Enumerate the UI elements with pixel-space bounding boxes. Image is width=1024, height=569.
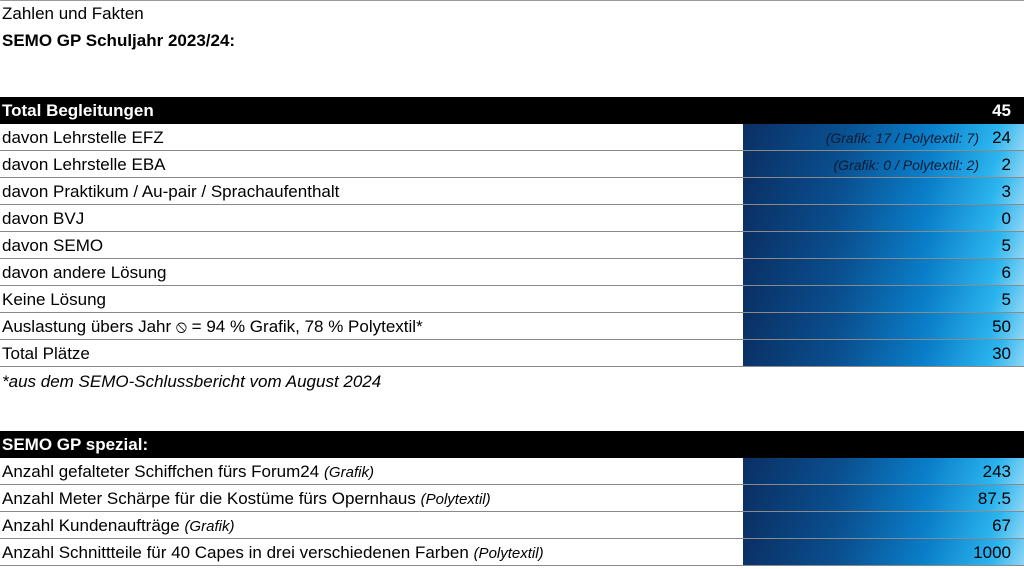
value-cell bbox=[743, 286, 1024, 312]
value-cell bbox=[743, 340, 1024, 366]
row-value: 243 bbox=[982, 462, 1011, 481]
row-label: davon Praktikum / Au-pair / Sprachaufenthalt bbox=[2, 182, 340, 201]
row-value: 50 bbox=[992, 317, 1011, 336]
table-row bbox=[0, 205, 1024, 232]
row-value: 3 bbox=[1001, 182, 1011, 201]
table-row bbox=[0, 313, 1024, 340]
row-label bbox=[2, 489, 491, 510]
row-label-text: Anzahl Kundenaufträge bbox=[2, 516, 180, 535]
row-note: (Grafik: 17 / Polytextil: 7) bbox=[825, 130, 979, 146]
row-tag: (Grafik) bbox=[323, 464, 374, 481]
row-value: 2 bbox=[1001, 155, 1011, 174]
row-label-text: Anzahl Schnittteile für 40 Capes in drei verschiedenen Farben bbox=[2, 543, 469, 562]
value-cell bbox=[743, 259, 1024, 285]
table-row bbox=[0, 539, 1024, 566]
value-cell bbox=[743, 178, 1024, 204]
row-label: Auslastung übers Jahr ⦸ = 94 % Grafik, 78 % Polytextil* bbox=[2, 317, 423, 336]
table-row bbox=[0, 151, 1024, 178]
table-row bbox=[0, 232, 1024, 259]
value-cell bbox=[743, 232, 1024, 258]
row-value: 5 bbox=[1001, 236, 1011, 255]
row-label bbox=[2, 543, 544, 564]
row-value: 0 bbox=[1001, 209, 1011, 228]
table-row bbox=[0, 485, 1024, 512]
table-row bbox=[0, 286, 1024, 313]
value-cell bbox=[743, 313, 1024, 339]
row-value: 87.5 bbox=[977, 489, 1011, 508]
page-title: SEMO GP Schuljahr 2023/24: bbox=[2, 31, 236, 50]
row-value: 6 bbox=[1001, 263, 1011, 282]
table-row bbox=[0, 124, 1024, 151]
header-label: SEMO GP spezial: bbox=[2, 435, 149, 454]
table-row bbox=[0, 340, 1024, 367]
row-label bbox=[2, 516, 234, 537]
row-label: davon BVJ bbox=[2, 209, 85, 228]
table-row bbox=[0, 178, 1024, 205]
results-table bbox=[0, 97, 1024, 367]
row-label: davon Lehrstelle EBA bbox=[2, 155, 166, 174]
page-subtitle: Zahlen und Fakten bbox=[2, 4, 144, 23]
top-rule bbox=[0, 0, 1024, 1]
row-label-text: Anzahl Meter Schärpe für die Kostüme fürs Opernhaus bbox=[2, 489, 416, 508]
row-tag: (Grafik) bbox=[184, 518, 235, 535]
row-label: davon andere Lösung bbox=[2, 263, 167, 282]
row-tag: (Polytextil) bbox=[473, 545, 544, 562]
row-value: 67 bbox=[992, 516, 1011, 535]
table-header-row bbox=[0, 97, 1024, 124]
table-row bbox=[0, 512, 1024, 539]
row-value: 1000 bbox=[973, 543, 1011, 562]
table-row bbox=[0, 458, 1024, 485]
value-cell bbox=[743, 205, 1024, 231]
row-note: (Grafik: 0 / Polytextil: 2) bbox=[833, 157, 979, 173]
row-label: davon SEMO bbox=[2, 236, 104, 255]
value-cell bbox=[743, 512, 1024, 538]
row-value: 24 bbox=[992, 128, 1011, 147]
footnote: *aus dem SEMO-Schlussbericht vom August 2024 bbox=[2, 372, 382, 391]
table-header-row bbox=[0, 431, 1024, 458]
row-tag: (Polytextil) bbox=[420, 491, 491, 508]
row-label-text: Anzahl gefalteter Schiffchen fürs Forum24 bbox=[2, 462, 320, 481]
header-label: Total Begleitungen bbox=[2, 101, 154, 120]
header-value: 45 bbox=[992, 101, 1011, 120]
row-value: 30 bbox=[992, 344, 1011, 363]
row-label: davon Lehrstelle EFZ bbox=[2, 128, 164, 147]
row-label: Keine Lösung bbox=[2, 290, 106, 309]
row-label bbox=[2, 462, 374, 483]
row-label: Total Plätze bbox=[2, 344, 90, 363]
special-table bbox=[0, 431, 1024, 566]
row-value: 5 bbox=[1001, 290, 1011, 309]
table-row bbox=[0, 259, 1024, 286]
